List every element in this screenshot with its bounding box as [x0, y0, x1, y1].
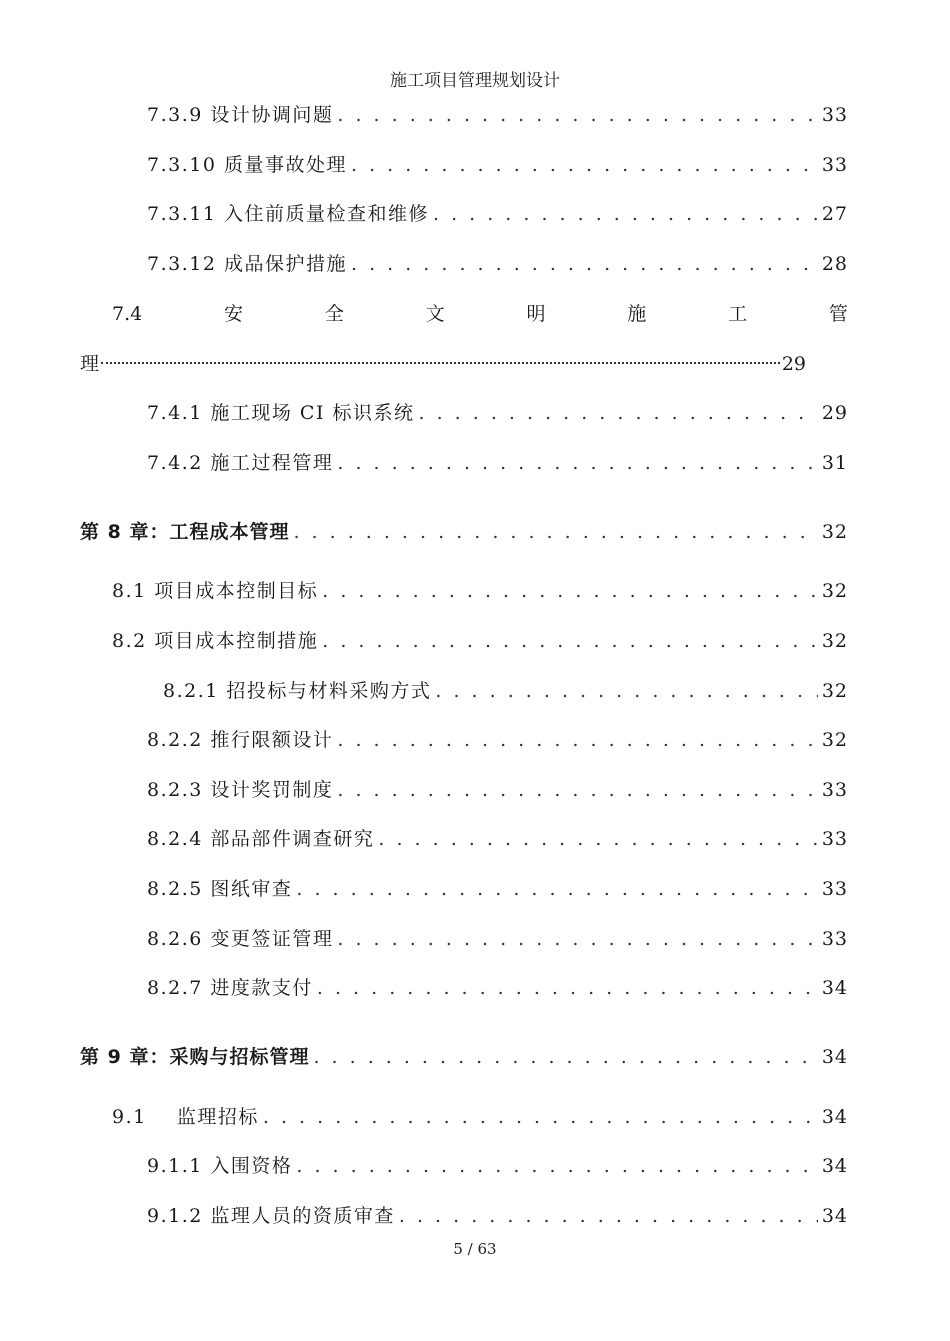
toc-entry[interactable] [147, 152, 848, 178]
dot-leader [351, 152, 818, 178]
toc-chapter[interactable] [80, 519, 848, 545]
toc-entry-label: 7.3.10 质量事故处理 [147, 154, 347, 176]
dot-leader [337, 727, 817, 753]
toc-entry[interactable] [112, 578, 848, 604]
toc-entry-page: 31 [821, 452, 848, 474]
dot-leader [101, 362, 780, 364]
toc-entry-label: 7.3.9 设计协调问题 [147, 104, 334, 126]
toc-entry[interactable] [147, 1153, 848, 1179]
toc-entry[interactable] [147, 400, 848, 426]
toc-entry[interactable] [112, 1104, 848, 1130]
dot-leader [317, 975, 818, 1001]
toc-entry-label: 7.3.12 成品保护措施 [147, 253, 347, 275]
toc-entry[interactable] [147, 876, 848, 902]
toc-heading-continuation: 理 [80, 353, 100, 375]
dot-leader [296, 1153, 817, 1179]
toc-heading-part: 施 [627, 303, 647, 325]
dot-leader [337, 450, 817, 476]
toc-entry-label: 8.2.1 招投标与材料采购方式 [163, 680, 432, 702]
toc-chapter-label: 第 8 章：工程成本管理 [80, 521, 290, 543]
dot-leader [399, 1203, 818, 1229]
toc-entry-page: 32 [821, 521, 848, 543]
toc-heading-part: 明 [526, 303, 546, 325]
dot-leader [433, 201, 818, 227]
toc-entry[interactable] [147, 251, 848, 277]
toc-heading-part: 工 [728, 303, 748, 325]
dot-leader [419, 400, 818, 426]
toc-chapter[interactable] [80, 1044, 848, 1070]
toc-entry-page: 33 [821, 154, 848, 176]
page-header: 施工项目管理规划设计 [390, 71, 560, 91]
dot-leader [322, 628, 818, 654]
toc-entry-7-4[interactable] [112, 301, 848, 327]
toc-heading-part: 全 [324, 303, 344, 325]
toc-heading-part: 文 [425, 303, 445, 325]
toc-entry[interactable] [147, 727, 848, 753]
toc-entry[interactable] [147, 1203, 848, 1229]
dot-leader [263, 1104, 818, 1130]
toc-entry-page: 34 [821, 1155, 848, 1177]
dot-leader [313, 1044, 817, 1070]
toc-entry[interactable] [112, 628, 848, 654]
dot-leader [337, 777, 817, 803]
toc-entry-label: 9.1 监理招标 [112, 1106, 259, 1128]
dot-leader [435, 678, 817, 704]
toc-entry-page: 28 [821, 253, 848, 275]
toc-entry-page: 33 [821, 779, 848, 801]
toc-entry-page: 29 [821, 402, 848, 424]
toc-heading-part: 安 [224, 303, 244, 325]
toc-entry-page: 32 [821, 729, 848, 751]
page-number-footer: 5 / 63 [453, 1240, 497, 1258]
toc-entry[interactable] [147, 826, 848, 852]
toc-entry-label: 7.4.1 施工现场 CI 标识系统 [147, 402, 415, 424]
toc-heading-part: 7.4 [112, 303, 143, 325]
toc-entry-label: 8.1 项目成本控制目标 [112, 580, 319, 602]
toc-entry-page: 32 [821, 680, 848, 702]
toc-entry-page: 32 [821, 630, 848, 652]
toc-entry-label: 8.2 项目成本控制措施 [112, 630, 319, 652]
toc-entry-label: 7.4.2 施工过程管理 [147, 452, 334, 474]
toc-entry[interactable] [147, 450, 848, 476]
dot-leader [293, 519, 817, 545]
toc-entry-label: 9.1.1 入围资格 [147, 1155, 293, 1177]
toc-entry[interactable] [163, 678, 848, 704]
toc-entry-label: 8.2.5 图纸审查 [147, 878, 293, 900]
toc-entry[interactable] [147, 102, 848, 128]
toc-entry-page: 33 [821, 878, 848, 900]
toc-entry-page: 32 [821, 580, 848, 602]
toc-entry-label: 8.2.2 推行限额设计 [147, 729, 334, 751]
toc-entry-page: 34 [821, 1106, 848, 1128]
toc-entry-page: 33 [821, 104, 848, 126]
toc-entry[interactable] [147, 975, 848, 1001]
dot-leader [296, 876, 817, 902]
toc-entry-7-4-continuation[interactable] [80, 351, 806, 377]
toc-entry-page: 33 [821, 828, 848, 850]
toc-entry-page: 34 [821, 1205, 848, 1227]
dot-leader [337, 102, 817, 128]
dot-leader [337, 926, 817, 952]
toc-entry-label: 8.2.6 变更签证管理 [147, 928, 334, 950]
toc-entry-label: 8.2.3 设计奖罚制度 [147, 779, 334, 801]
toc-entry-label: 9.1.2 监理人员的资质审查 [147, 1205, 395, 1227]
toc-entry-page: 34 [821, 1046, 848, 1068]
toc-entry-page: 33 [821, 928, 848, 950]
dot-leader [378, 826, 817, 852]
toc-entry-page: 27 [821, 203, 848, 225]
toc-entry-label: 7.3.11 入住前质量检查和维修 [147, 203, 429, 225]
dot-leader [351, 251, 818, 277]
toc-entry-page: 34 [821, 977, 848, 999]
toc-entry-label: 8.2.7 进度款支付 [147, 977, 313, 999]
toc-heading-part: 管 [828, 303, 848, 325]
toc-entry[interactable] [147, 201, 848, 227]
toc-entry-label: 8.2.4 部品部件调查研究 [147, 828, 375, 850]
toc-entry[interactable] [147, 926, 848, 952]
toc-chapter-label: 第 9 章：采购与招标管理 [80, 1046, 310, 1068]
toc-entry[interactable] [147, 777, 848, 803]
dot-leader [322, 578, 818, 604]
toc-entry-page: 29 [781, 353, 806, 375]
